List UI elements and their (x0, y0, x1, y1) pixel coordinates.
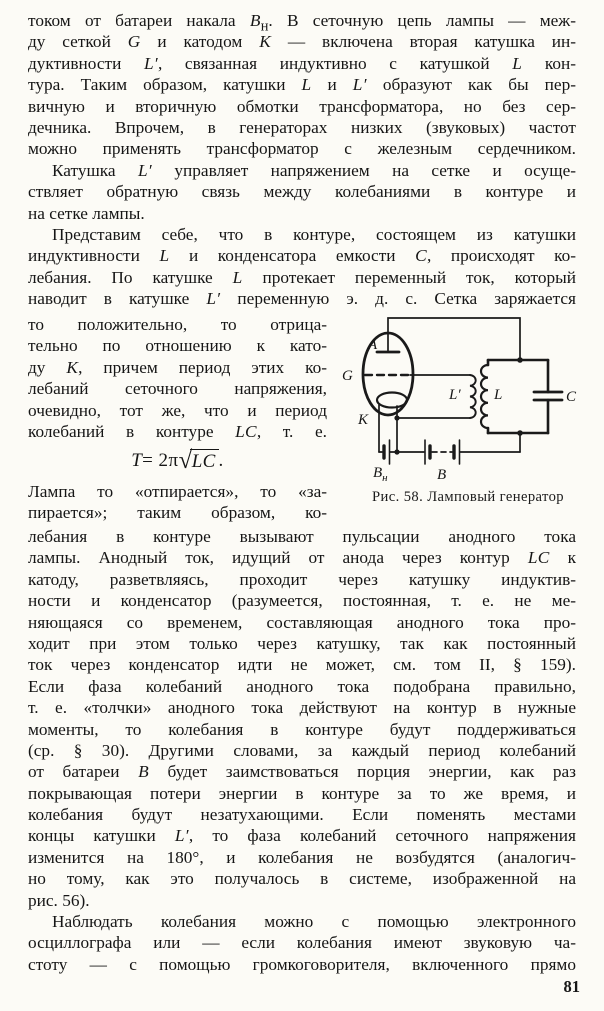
capacitor-label: C (566, 389, 577, 405)
text-line: лебаний сеточного напряжения, (28, 379, 327, 399)
junction-dot (394, 415, 399, 420)
text-line: вичную и вторичную обмотки трансформатора, но без сер- (28, 96, 576, 116)
text-line: няющаяся со временем, составляющая анодного тока про- (28, 612, 576, 632)
page-number: 81 (563, 977, 580, 996)
grid-coil-icon (470, 375, 476, 418)
text-line: наводит в катушке L′ переменную э. д. с. Сетка заряжается (28, 289, 576, 309)
text-line: колебания будут незатухающими. Если поменять местами (28, 805, 576, 825)
text-line: катоду, разветвляясь, проходит через катушку индуктив- (28, 569, 576, 589)
paragraphs-bottom (28, 526, 576, 975)
text-line: тельно по отношению к като- (28, 336, 327, 356)
text-line: изменится на 180°, и колебания не возбудятся (аналогич- (28, 847, 576, 867)
text-line: индуктивности L и конденсатора емкости C, происходят ко- (28, 246, 576, 266)
text-line: колебаний в контуре LC, т. е. (28, 421, 327, 441)
text-line: дечника. Впрочем, в генераторах низких (звуковых) частот (28, 117, 576, 137)
text-line: пирается»; таким образом, ко- (28, 503, 327, 523)
text-line: концы катушки L′, то фаза колебаний сеточного напряжения (28, 826, 576, 846)
text-line: ствляет обратную связь между колебаниями в контуре и (28, 182, 576, 202)
text-line: ности и конденсатор (разумеется, постоянная, т. е. не ме- (28, 591, 576, 611)
text-line: можно применять трансформатор с железным сердечником. (28, 139, 576, 159)
text-line: на сетке лампы. (28, 203, 145, 223)
text-line: но тому, как это получалось в системе, изображенной на (28, 869, 576, 889)
filament-battery-label: $B_н$ (373, 465, 388, 484)
period-formula: T = 2π √ LC . (131, 447, 224, 474)
cathode-label: K (358, 412, 369, 428)
anode-label: A (368, 337, 378, 353)
text-line: током от батареи накала $B_н$. В сеточную цепь лампы — меж- (28, 11, 576, 35)
text-line: Если фаза колебаний анодного тока подобрана правильно, (28, 676, 576, 696)
text-line: осциллографа или — если колебания имеют звуковую ча- (28, 933, 576, 953)
anode-wire (388, 318, 520, 360)
text-line: ду сеткой G и катодом K — включена вторая катушка ин- (28, 32, 576, 52)
tank-coil-icon (481, 365, 488, 428)
text-line: Лампа то «отпирается», то «за- (28, 482, 327, 501)
text-line: т. е. «толчки» анодного тока действуют на контур в нужные (28, 698, 576, 718)
left-column-upper (28, 314, 327, 442)
text-line: моменты, то колебания в контуре будут поддерживаться (28, 719, 576, 739)
text-line: Наблюдать колебания можно с помощью электронного (52, 912, 576, 932)
text-line: лебания. По катушке L протекает переменный ток, который (28, 267, 576, 287)
text-line: дуктивности L′, связанная индуктивно с катушкой L кон- (28, 53, 576, 73)
cathode-electrode-icon (377, 393, 407, 408)
text-line: Представим себе, что в контуре, состоящем из катушки (52, 224, 576, 244)
text-line: тура. Таким образом, катушки L и L′ образуют как бы пер- (28, 75, 576, 95)
text-line: ду K, причем период этих ко- (28, 357, 327, 377)
text-line: лебания в контуре вызывают пульсации анодного тока (28, 527, 576, 546)
paragraphs-top (28, 10, 576, 309)
text-line: покрывающая потери энергии в контуре за то же время, и (28, 783, 576, 803)
junction-dot (517, 430, 523, 436)
grid-label: G (342, 368, 353, 384)
grid-coil-label: L′ (449, 387, 461, 403)
text-line: очевидно, тот же, что и период (28, 400, 327, 420)
text-line: то положительно, то отрица- (28, 315, 327, 334)
circuit-diagram (340, 305, 604, 489)
text-line: от батареи B будет заимствоваться порция энергии, как раз (28, 762, 576, 782)
figure-caption: Рис. 58. Ламповый генератор (372, 489, 564, 505)
text-line: лампы. Анодный ток, идущий от анода через контур LC к (28, 548, 576, 568)
text-line: Катушка L′ управляет напряжением на сетке и осуще- (52, 160, 576, 180)
text-line: стоту — с помощью громкоговорителя, включенного прямо (28, 954, 576, 974)
anode-battery-label: B (437, 467, 447, 483)
text-line: ток через конденсатор идти не может, см. том II, § 159). (28, 655, 576, 675)
left-column-lower (28, 481, 327, 524)
tank-coil-label: L (494, 387, 503, 403)
text-line: рис. 56). (28, 890, 90, 910)
junction-dot (394, 449, 399, 454)
junction-dot (517, 357, 523, 363)
text-line: (ср. § 30). Другими словами, за каждый период колебаний (28, 740, 576, 760)
text-line: ходит при этом только через катушку, так как постоянный (28, 633, 576, 653)
